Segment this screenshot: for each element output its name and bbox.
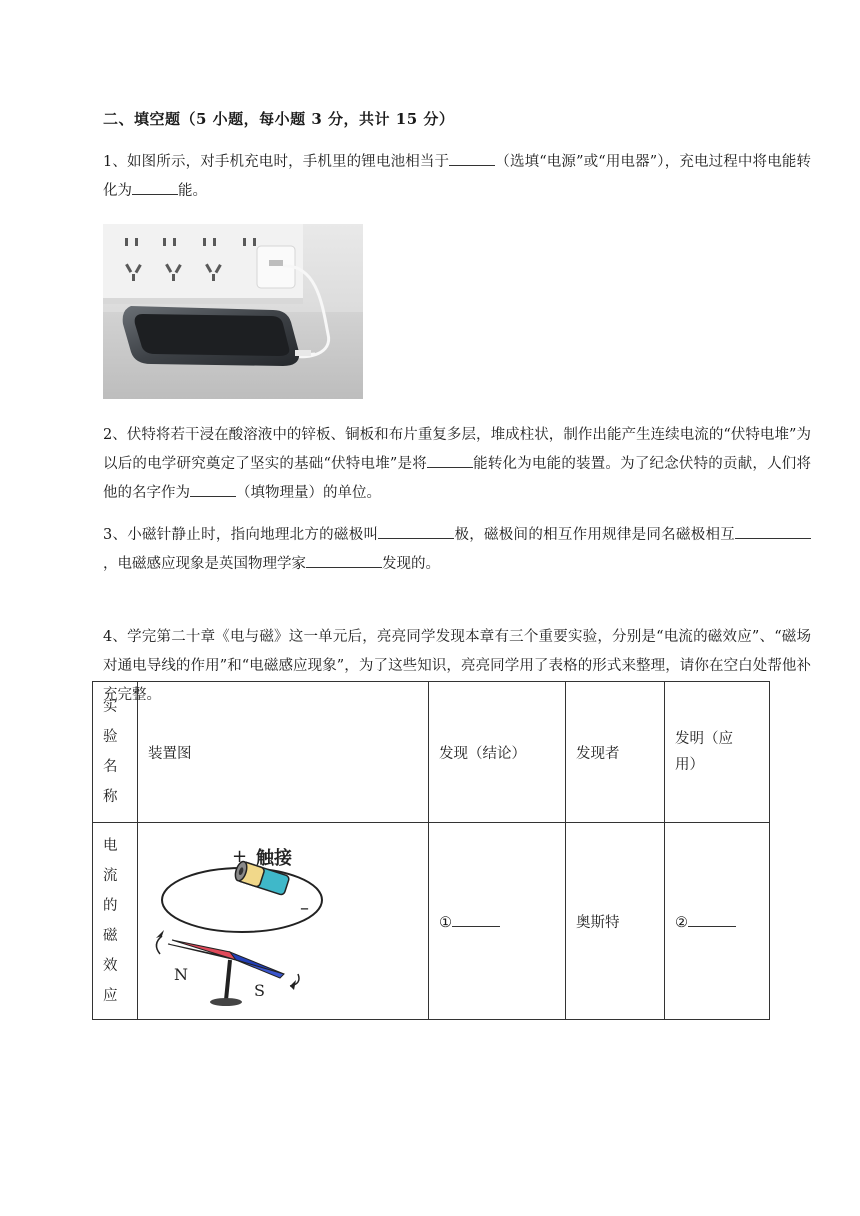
header-invention [665, 682, 770, 823]
row1-device-diagram [138, 823, 429, 1020]
row1-invention-prefix: ② [675, 914, 688, 931]
row1-name-char: 的 [103, 898, 118, 914]
row1-name-char: 应 [103, 988, 118, 1004]
south-label: S [254, 981, 265, 1000]
north-label: N [174, 965, 188, 984]
header-device: 装置图 [138, 682, 429, 823]
header-invention-text: 发明（应用） [675, 731, 733, 773]
q2-blank-2[interactable] [190, 480, 236, 497]
q2-text-a: 2、伏特将若干浸在酸溶液中的锌板、铜板和布片重复多层，堆成柱状，制作出能产生连续电流的“伏特电堆”为以后的电学研究奠定了坚实的基础“伏特电堆”是将 [103, 427, 811, 472]
phone-charging-photo [103, 224, 363, 399]
experiment-table [92, 681, 770, 1020]
q3-text-a: 3、小磁针静止时，指向地理北方的磁极叫 [103, 527, 379, 543]
row1-experiment-name [93, 823, 138, 1020]
row1-finding [429, 823, 566, 1020]
question-3 [103, 521, 811, 579]
table-header-row [93, 682, 770, 823]
header-name-char: 名 [103, 759, 118, 775]
row1-name-char: 效 [103, 958, 118, 974]
q2-text-b: 能转化为电能的装置。为了纪念伏特的贡献，人们将他的名字作为 [103, 456, 812, 501]
row1-finding-blank[interactable] [452, 912, 500, 927]
q3-text-c: ，电磁感应现象是英国物理学家 [103, 556, 306, 572]
header-name-char: 实 [103, 699, 118, 715]
q1-text-b: （选填“电源”或“用电器”），充电过程中将电能转化为 [103, 154, 811, 199]
q2-blank-1[interactable] [427, 451, 473, 468]
q1-blank-2[interactable] [132, 178, 178, 195]
q3-text-d: 发现的。 [382, 556, 440, 572]
row1-discoverer: 奥斯特 [566, 823, 665, 1020]
q1-text-a: 1、如图所示，对手机充电时，手机里的锂电池相当于 [103, 154, 450, 170]
plus-sign: + [232, 846, 248, 867]
section-title: 二、填空题（5 小题，每小题 3 分，共计 15 分） [103, 110, 455, 128]
row1-name-char: 磁 [103, 928, 118, 944]
q3-blank-2[interactable] [735, 522, 811, 539]
row1-name-char: 流 [103, 868, 118, 884]
row1-invention [665, 823, 770, 1020]
q3-blank-3[interactable] [306, 551, 382, 568]
header-finding: 发现（结论） [429, 682, 566, 823]
q1-blank-1[interactable] [449, 149, 495, 166]
header-experiment-name [93, 682, 138, 823]
touch-label: 触接 [256, 848, 292, 869]
row1-finding-prefix: ① [439, 914, 452, 931]
q1-text-c: 能。 [178, 183, 207, 199]
row1-name-char: 电 [103, 838, 118, 854]
row1-invention-blank[interactable] [688, 912, 736, 927]
header-name-char: 验 [103, 729, 118, 745]
table-row [93, 823, 770, 1020]
q3-text-b: 极，磁极间的相互作用规律是同名磁极相互 [454, 527, 735, 543]
q4-text: 4、学完第二十章《电与磁》这一单元后，亮亮同学发现本章有三个重要实验，分别是“电流的磁效应”、“磁场对通电导线的作用”和“电磁感应现象”，为了这些知识，亮亮同学用了表格的形式来整理，请你在空白处帮他补充完整。 [103, 629, 811, 703]
q2-text-c: （填物理量）的单位。 [236, 485, 381, 501]
q3-blank-1[interactable] [378, 522, 454, 539]
question-2 [103, 421, 811, 508]
minus-sign: – [300, 898, 309, 919]
question-1 [103, 148, 811, 206]
oersted-experiment-diagram [150, 826, 350, 1016]
header-name-char: 称 [103, 789, 118, 805]
header-discoverer: 发现者 [566, 682, 665, 823]
